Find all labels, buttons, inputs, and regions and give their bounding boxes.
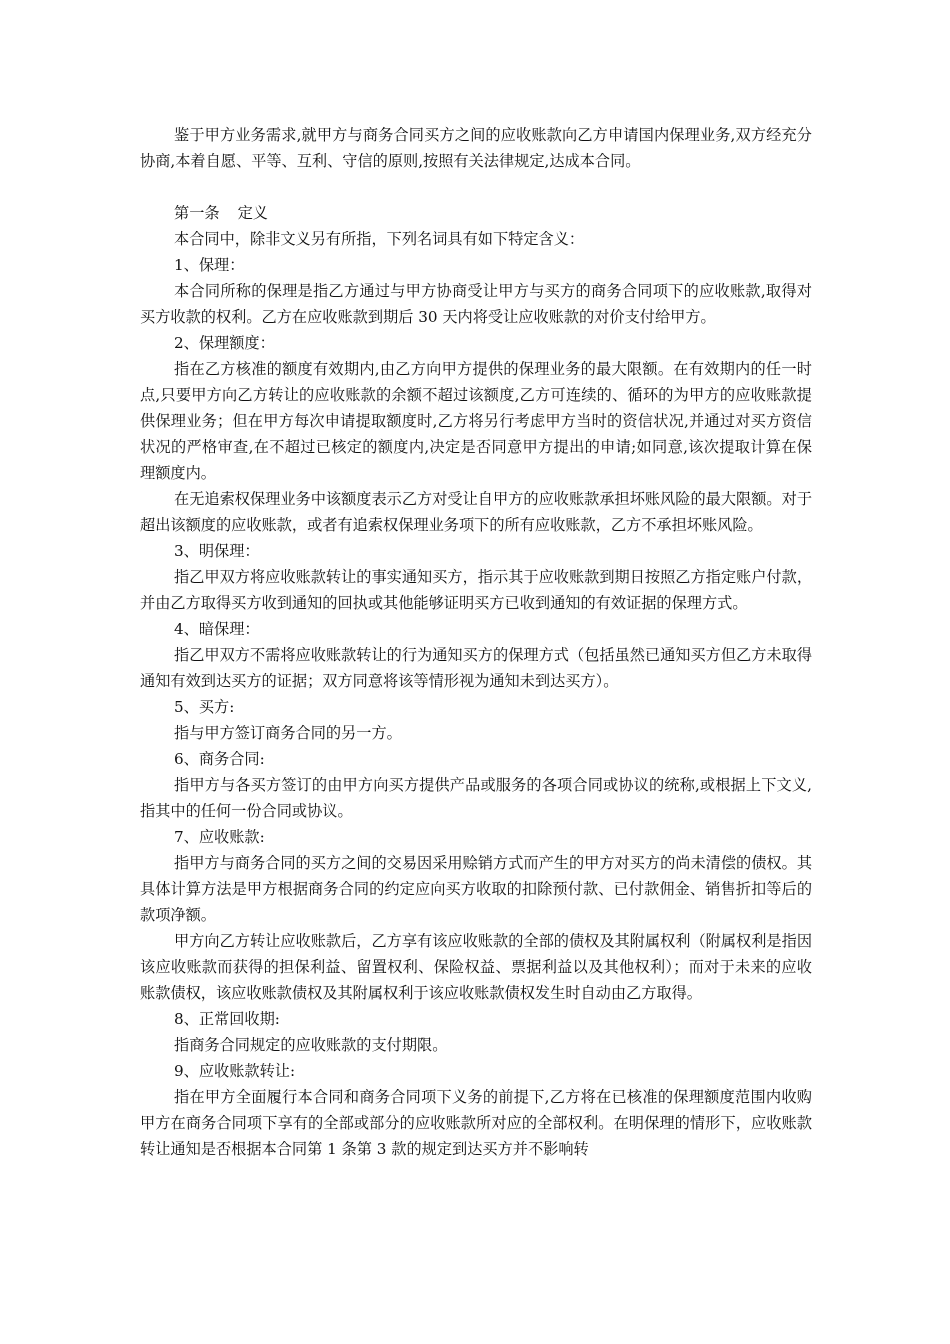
article-heading xyxy=(140,200,812,226)
definition-heading: 2、保理额度： xyxy=(174,334,275,352)
definition-paragraph: 指在乙方核准的额度有效期内,由乙方向甲方提供的保理业务的最大限额。在有效期内的任一时点,只要甲方向乙方转让的应收账款的余额不超过该额度,乙方可连续的、循环的为甲方的应收账款提供保理业务；但在甲方每次申请提取额度时,乙方将另行考虑甲方当时的资信状况,并通过对买方资信状况的严格审查,在不超过已核定的额度内,决定是否同意甲方提出的申请;如同意,该次提取计算在保理额度内。 xyxy=(140,360,812,482)
definition-paragraph: 指与甲方签订商务合同的另一方。 xyxy=(174,724,402,742)
definition-paragraph: 甲方向乙方转让应收账款后，乙方享有该应收账款的全部的债权及其附属权利（附属权利是指因该应收账款而获得的担保利益、留置权利、保险权益、票据利益以及其他权利）；而对于未来的应收账款债权，该应收账款债权及其附属权利于该应收账款债权发生时自动由乙方取得。 xyxy=(140,932,812,1002)
intro-paragraph: 鉴于甲方业务需求,就甲方与商务合同买方之间的应收账款向乙方申请国内保理业务,双方经充分协商,本着自愿、平等、互利、守信的原则,按照有关法律规定,达成本合同。 xyxy=(140,126,812,170)
article-lead: 本合同中，除非文义另有所指，下列名词具有如下特定含义： xyxy=(174,230,585,248)
definition-heading: 4、暗保理： xyxy=(174,620,260,638)
definition-heading: 6、商务合同: xyxy=(174,750,265,768)
definition-heading: 8、正常回收期: xyxy=(174,1010,280,1028)
definition-paragraph: 指在甲方全面履行本合同和商务合同项下义务的前提下,乙方将在已核准的保理额度范围内收购甲方在商务合同项下享有的全部或部分的应收账款所对应的全部权利。在明保理的情形下，应收账款转让通知是否根据本合同第 1 条第 3 款的规定到达买方并不影响转 xyxy=(140,1088,812,1158)
definition-heading: 7、应收账款: xyxy=(174,828,265,846)
definition-heading: 5、买方: xyxy=(174,698,235,716)
article-number: 第一条 xyxy=(174,204,220,222)
definition-paragraph: 指乙甲双方将应收账款转让的事实通知买方，指示其于应收账款到期日按照乙方指定账户付款，并由乙方取得买方收到通知的回执或其他能够证明买方已收到通知的有效证据的保理方式。 xyxy=(140,568,812,612)
paragraph-gap xyxy=(140,174,812,200)
definition-paragraph: 指乙甲双方不需将应收账款转让的行为通知买方的保理方式（包括虽然已通知买方但乙方未取得通知有效到达买方的证据；双方同意将该等情形视为通知未到达买方）。 xyxy=(140,646,812,690)
article-title: 定义 xyxy=(237,204,268,222)
document-body xyxy=(140,122,812,1162)
definition-paragraph: 指甲方与各买方签订的由甲方向买方提供产品或服务的各项合同或协议的统称,或根据上下文义,指其中的任何一份合同或协议。 xyxy=(140,776,812,820)
definition-paragraph: 本合同所称的保理是指乙方通过与甲方协商受让甲方与买方的商务合同项下的应收账款,取得对买方收款的权利。乙方在应收账款到期后 30 天内将受让应收账款的对价支付给甲方。 xyxy=(140,282,812,326)
definition-paragraph: 在无追索权保理业务中该额度表示乙方对受让自甲方的应收账款承担坏账风险的最大限额。对于超出该额度的应收账款，或者有追索权保理业务项下的所有应收账款，乙方不承担坏账风险。 xyxy=(140,490,812,534)
definition-paragraph: 指商务合同规定的应收账款的支付期限。 xyxy=(174,1036,448,1054)
definition-heading: 1、保理： xyxy=(174,256,245,274)
definition-heading: 3、明保理： xyxy=(174,542,260,560)
definition-heading: 9、应收账款转让: xyxy=(174,1062,296,1080)
definition-paragraph: 指甲方与商务合同的买方之间的交易因采用赊销方式而产生的甲方对买方的尚未清偿的债权。其具体计算方法是甲方根据商务合同的约定应向买方收取的扣除预付款、已付款佣金、销售折扣等后的款项净额。 xyxy=(140,854,812,924)
